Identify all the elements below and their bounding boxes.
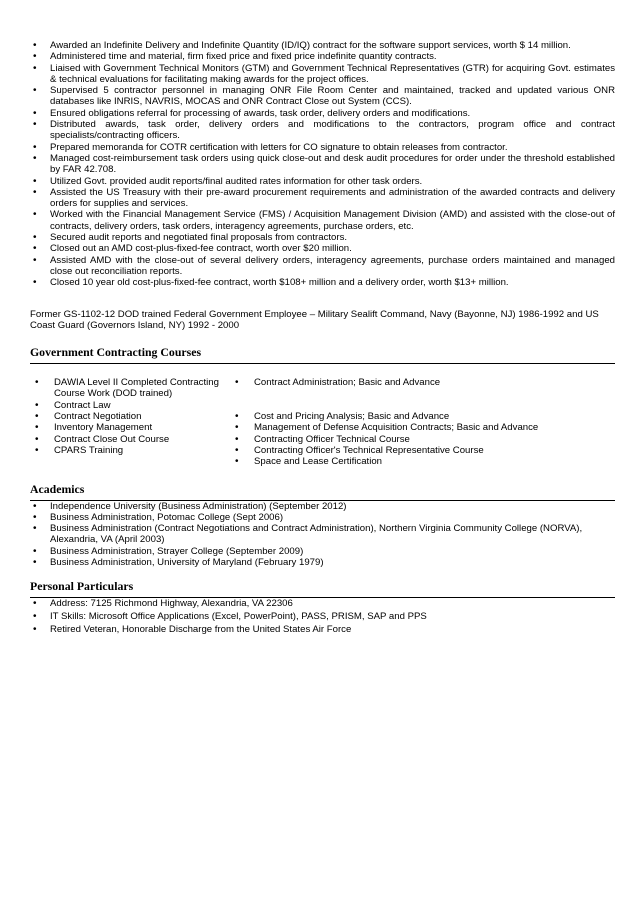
- list-item: • Business Administration, University of Maryland (February 1979): [30, 557, 615, 568]
- list-item: • Contract Administration; Basic and Advance: [230, 377, 610, 388]
- personal-section-title: Personal Particulars: [30, 579, 615, 598]
- list-item: • Prepared memoranda for COTR certification with letters for CO signature to obtain releases from contractor.: [30, 142, 615, 153]
- list-item: • Secured audit reports and negotiated final proposals from contractors.: [30, 232, 615, 243]
- list-item: • Utilized Govt. provided audit reports/final audited rates information for other task orders.: [30, 176, 615, 187]
- resume-page: [30, 40, 615, 637]
- personal-list: [30, 598, 615, 635]
- list-item: • Supervised 5 contractor personnel in managing ONR File Room Center and maintained, tracked and updated various ONR databases like INRIS, NAVRIS, MOCAS and ONR Contract Close out System (CCS).: [30, 85, 615, 108]
- list-item: • Inventory Management: [30, 422, 230, 433]
- courses-columns: [30, 377, 615, 467]
- list-item: • Cost and Pricing Analysis; Basic and Advance: [230, 411, 610, 422]
- list-item: • Managed cost-reimbursement task orders using quick close-out and desk audit procedures for order under the threshold established by FAR 42.708.: [30, 153, 615, 176]
- former-employment-text: Former GS-1102-12 DOD trained Federal Government Employee – Military Sealift Command, Navy (Bayonne, NJ) 1986-1992 and US Coast Guard (Governors Island, NY) 1992 - 2000: [30, 308, 599, 331]
- list-item: • Distributed awards, task order, delivery orders and modifications to the contractors, program office and contract specialists/contracting officers.: [30, 119, 615, 142]
- courses-left-list: [30, 377, 230, 467]
- list-item: • CPARS Training: [30, 445, 230, 456]
- list-item: • Address: 7125 Richmond Highway, Alexandria, VA 22306: [30, 598, 615, 609]
- list-item: • Assisted AMD with the close-out of several delivery orders, interagency agreements, purchase orders maintained and managed close out reconciliation reports.: [30, 255, 615, 278]
- list-item: • Assisted the US Treasury with their pre-award procurement requirements and administration of the awarded contracts and delivery orders for supplies and services.: [30, 187, 615, 210]
- list-item: • Contract Law: [30, 400, 230, 411]
- list-item: • Awarded an Indefinite Delivery and Indefinite Quantity (ID/IQ) contract for the software support services, worth $ 14 million.: [30, 40, 615, 51]
- list-item: • IT Skills: Microsoft Office Applications (Excel, PowerPoint), PASS, PRISM, SAP and PPS: [30, 611, 615, 622]
- list-item: • Closed 10 year old cost-plus-fixed-fee contract, worth $108+ million and a delivery order, worth $13+ million.: [30, 277, 615, 288]
- courses-right-list: [230, 377, 610, 467]
- list-item: • Contract Negotiation: [30, 411, 230, 422]
- list-item: • Business Administration, Strayer College (September 2009): [30, 546, 615, 557]
- list-item: • Closed out an AMD cost-plus-fixed-fee contract, worth over $20 million.: [30, 243, 615, 254]
- list-item: • DAWIA Level II Completed Contracting Course Work (DOD trained): [30, 377, 230, 400]
- list-item: • Retired Veteran, Honorable Discharge from the United States Air Force: [30, 624, 615, 635]
- list-item: • Ensured obligations referral for processing of awards, task order, delivery orders and modifications.: [30, 108, 615, 119]
- list-item: • Business Administration, Potomac College (Sept 2006): [30, 512, 615, 523]
- list-item: • Contracting Officer Technical Course: [230, 434, 610, 445]
- academics-list: [30, 501, 615, 569]
- list-item: • Worked with the Financial Management Service (FMS) / Acquisition Management Division (AMD) and assisted with the close-out of contracts, delivery orders, task orders, interagency agreements, purchase orders, etc.: [30, 209, 615, 232]
- list-item: • Management of Defense Acquisition Contracts; Basic and Advance: [230, 422, 610, 433]
- list-item: • Contracting Officer's Technical Representative Course: [230, 445, 610, 456]
- list-item: • Contract Close Out Course: [30, 434, 230, 445]
- list-item: • Space and Lease Certification: [230, 456, 610, 467]
- list-item: • Independence University (Business Administration) (September 2012): [30, 501, 615, 512]
- experience-list: [30, 40, 615, 289]
- courses-section-title: Government Contracting Courses: [30, 345, 615, 364]
- academics-section-title: Academics: [30, 482, 615, 501]
- list-item: • Liaised with Government Technical Monitors (GTM) and Government Technical Representatives (GTR) for acquiring Govt. estimates & technical evaluations for facilitating making awards for the project offices.: [30, 63, 615, 86]
- list-item: • Business Administration (Contract Negotiations and Contract Administration), Northern Virginia Community College (NORVA), Alexandria, VA (April 2003): [30, 523, 615, 546]
- list-item: • Administered time and material, firm fixed price and fixed price indefinite quantity contracts.: [30, 51, 615, 62]
